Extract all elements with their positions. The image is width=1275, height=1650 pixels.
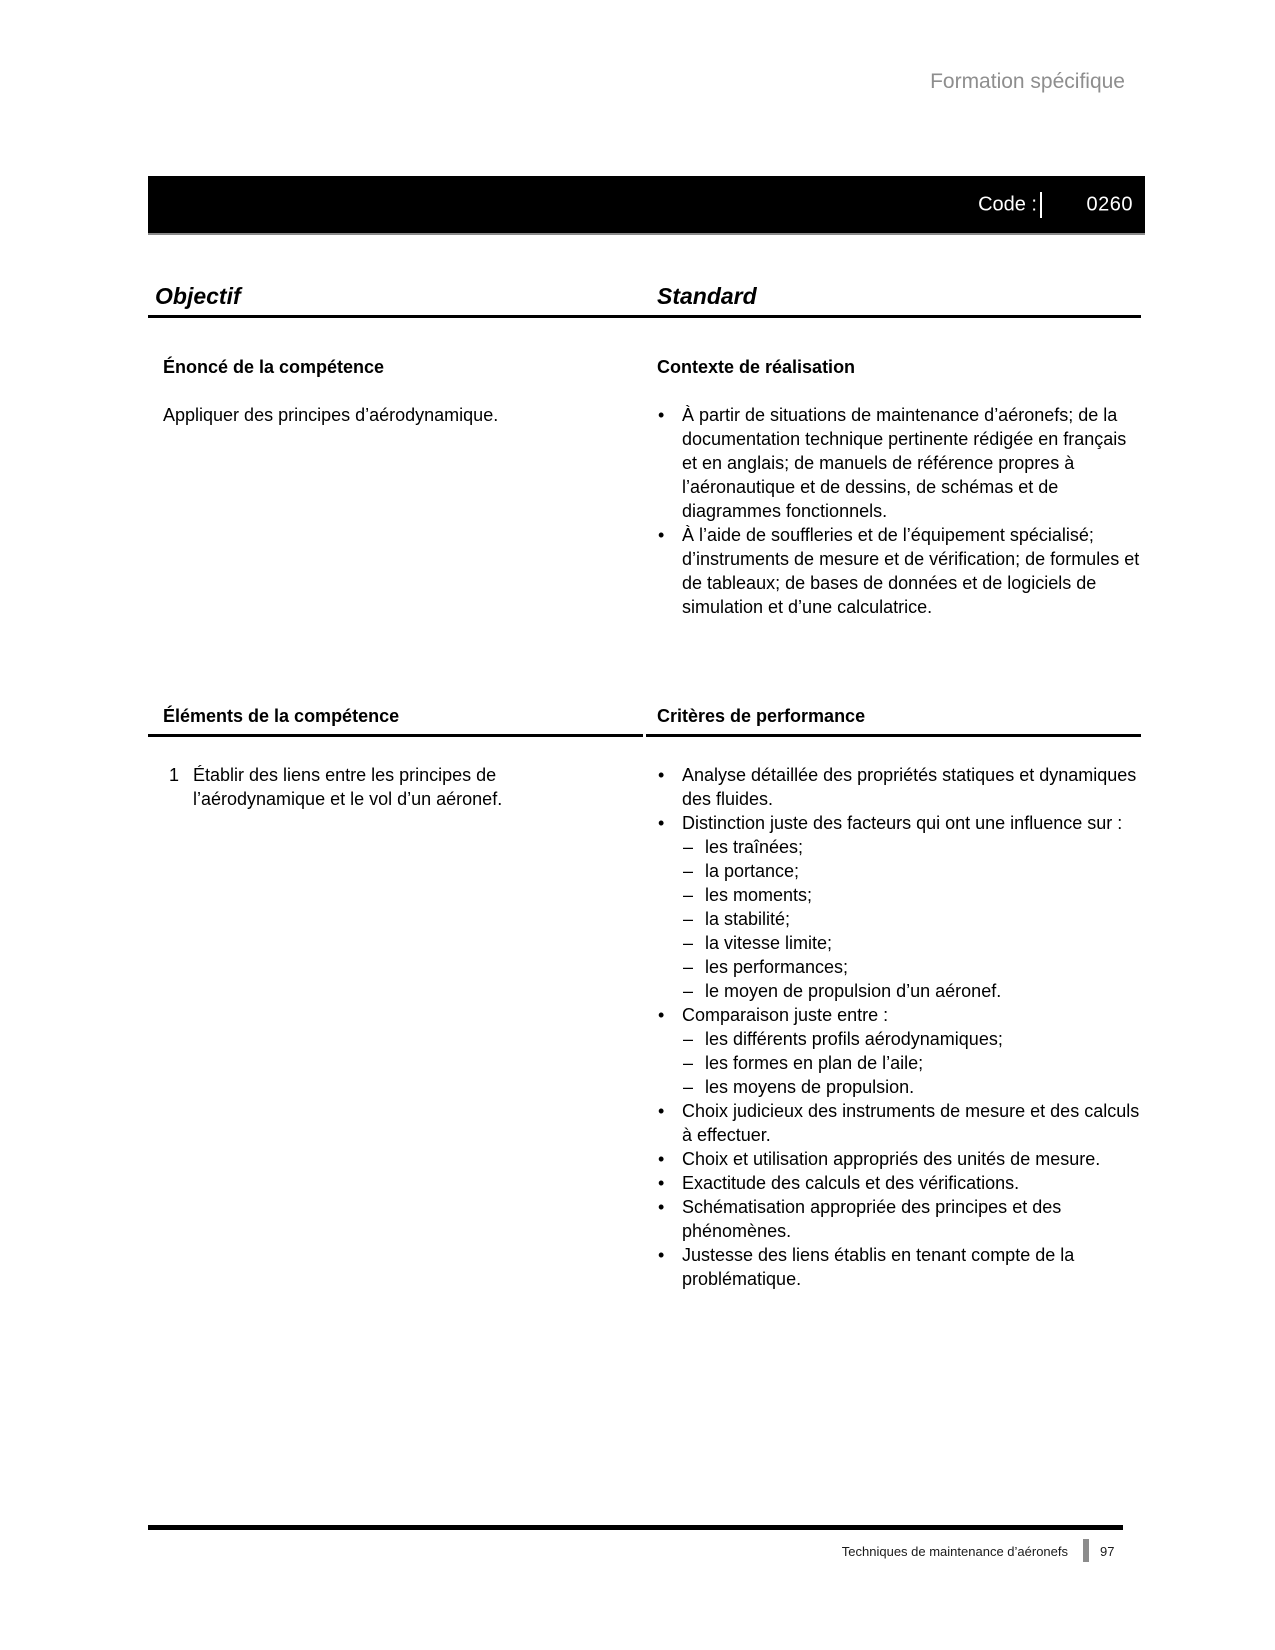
criteria-item xyxy=(657,763,1143,811)
criteria-marker: • xyxy=(658,1197,665,1217)
criteria-marker: – xyxy=(683,1053,694,1073)
list-item-text: À partir de situations de maintenance d’aéronefs; de la documentation technique pertinente rédigée en français et en anglais; de manuels de référence propres à l’aéronautique et de dessins, de schémas et de diagrammes fonctionnels. xyxy=(682,405,1127,521)
criteria-text: le moyen de propulsion d’un aéronef. xyxy=(705,981,1002,1001)
bullet-marker: • xyxy=(658,405,665,425)
footer-program-title: Techniques de maintenance d’aéronefs xyxy=(841,1544,1068,1559)
footer-page-badge xyxy=(1083,1539,1089,1562)
criteria-item xyxy=(657,1195,1143,1243)
heading-enonce-competence: Énoncé de la compétence xyxy=(163,357,385,377)
criteria-marker: – xyxy=(683,1029,694,1049)
criteria-text: Exactitude des calculs et des vérifications. xyxy=(682,1173,1020,1193)
criteria-marker: – xyxy=(683,837,694,857)
criteria-item xyxy=(657,931,1143,955)
criteria-item xyxy=(657,1051,1143,1075)
criteria-text: Choix et utilisation appropriés des unités de mesure. xyxy=(682,1149,1101,1169)
criteria-text: les performances; xyxy=(705,957,849,977)
heading-contexte-realisation: Contexte de réalisation xyxy=(657,357,856,377)
criteria-item xyxy=(657,1099,1143,1147)
footer-rule xyxy=(148,1525,1123,1530)
column-title-standard: Standard xyxy=(657,283,757,309)
heading-criteres-performance: Critères de performance xyxy=(657,706,866,726)
criteria-text: les moments; xyxy=(705,885,813,905)
criteria-marker: – xyxy=(683,885,694,905)
criteria-text: Comparaison juste entre : xyxy=(682,1005,889,1025)
criteria-item xyxy=(657,883,1143,907)
criteria-item xyxy=(657,979,1143,1003)
criteria-marker: – xyxy=(683,861,694,881)
element-text: Établir des liens entre les principes de l’aérodynamique et le vol d’un aéronef. xyxy=(193,765,503,809)
criteria-marker: • xyxy=(658,765,665,785)
criteria-text: les formes en plan de l’aile; xyxy=(705,1053,924,1073)
criteria-item xyxy=(657,811,1143,835)
criteria-text: les moyens de propulsion. xyxy=(705,1077,915,1097)
criteria-marker: • xyxy=(658,1173,665,1193)
criteria-marker: • xyxy=(658,1149,665,1169)
criteria-text: Schématisation appropriée des principes et des phénomènes. xyxy=(682,1197,1062,1241)
criteria-item xyxy=(657,1147,1143,1171)
criteria-item xyxy=(657,835,1143,859)
element-number: 1 xyxy=(169,765,180,785)
section-rule-right xyxy=(646,734,1141,737)
criteria-item xyxy=(657,1027,1143,1051)
criteria-text: les traînées; xyxy=(705,837,804,857)
criteria-text: la portance; xyxy=(705,861,800,881)
criteria-item xyxy=(657,1171,1143,1195)
footer-page-number: 97 xyxy=(1100,1544,1115,1559)
criteria-marker: – xyxy=(683,933,694,953)
criteria-text: la vitesse limite; xyxy=(705,933,833,953)
header-rule xyxy=(148,315,1141,318)
column-title-objectif: Objectif xyxy=(155,283,241,309)
section-rule-left xyxy=(148,734,643,737)
criteria-text: Distinction juste des facteurs qui ont une influence sur : xyxy=(682,813,1123,833)
criteria-text: Analyse détaillée des propriétés statiques et dynamiques des fluides. xyxy=(682,765,1137,809)
criteria-item xyxy=(657,955,1143,979)
code-bar xyxy=(148,176,1145,235)
criteria-item xyxy=(657,1075,1143,1099)
element-list xyxy=(163,763,645,811)
criteria-item xyxy=(657,1003,1143,1027)
criteria-text: Choix judicieux des instruments de mesure et des calculs à effectuer. xyxy=(682,1101,1140,1145)
criteria-marker: • xyxy=(658,1005,665,1025)
code-value: 0260 xyxy=(1086,193,1133,215)
criteria-text: les différents profils aérodynamiques; xyxy=(705,1029,1003,1049)
list-item-text: À l’aide de souffleries et de l’équipement spécialisé; d’instruments de mesure et de vérification; de formules et de tableaux; de bases de données et de logiciels de simulation et d’une calculatrice. xyxy=(682,525,1140,617)
competence-statement: Appliquer des principes d’aérodynamique. xyxy=(163,405,499,425)
element-item xyxy=(163,763,645,811)
criteria-item xyxy=(657,859,1143,883)
code-label: Code : xyxy=(978,193,1037,215)
criteria-text: la stabilité; xyxy=(705,909,791,929)
criteria-marker: • xyxy=(658,1101,665,1121)
criteria-text: Justesse des liens établis en tenant compte de la problématique. xyxy=(682,1245,1075,1289)
criteria-marker: – xyxy=(683,909,694,929)
criteria-list xyxy=(657,763,1143,1291)
bullet-marker: • xyxy=(658,525,665,545)
criteria-item xyxy=(657,1243,1143,1291)
context-list-item xyxy=(657,403,1143,523)
running-header: Formation spécifique xyxy=(930,70,1125,93)
criteria-marker: • xyxy=(658,1245,665,1265)
context-bullet-list xyxy=(657,403,1143,619)
criteria-marker: – xyxy=(683,981,694,1001)
criteria-item xyxy=(657,907,1143,931)
context-list-item xyxy=(657,523,1143,619)
criteria-marker: – xyxy=(683,1077,694,1097)
criteria-marker: – xyxy=(683,957,694,977)
heading-elements-competence: Éléments de la compétence xyxy=(163,706,400,726)
code-separator-line xyxy=(1040,192,1042,218)
criteria-marker: • xyxy=(658,813,665,833)
